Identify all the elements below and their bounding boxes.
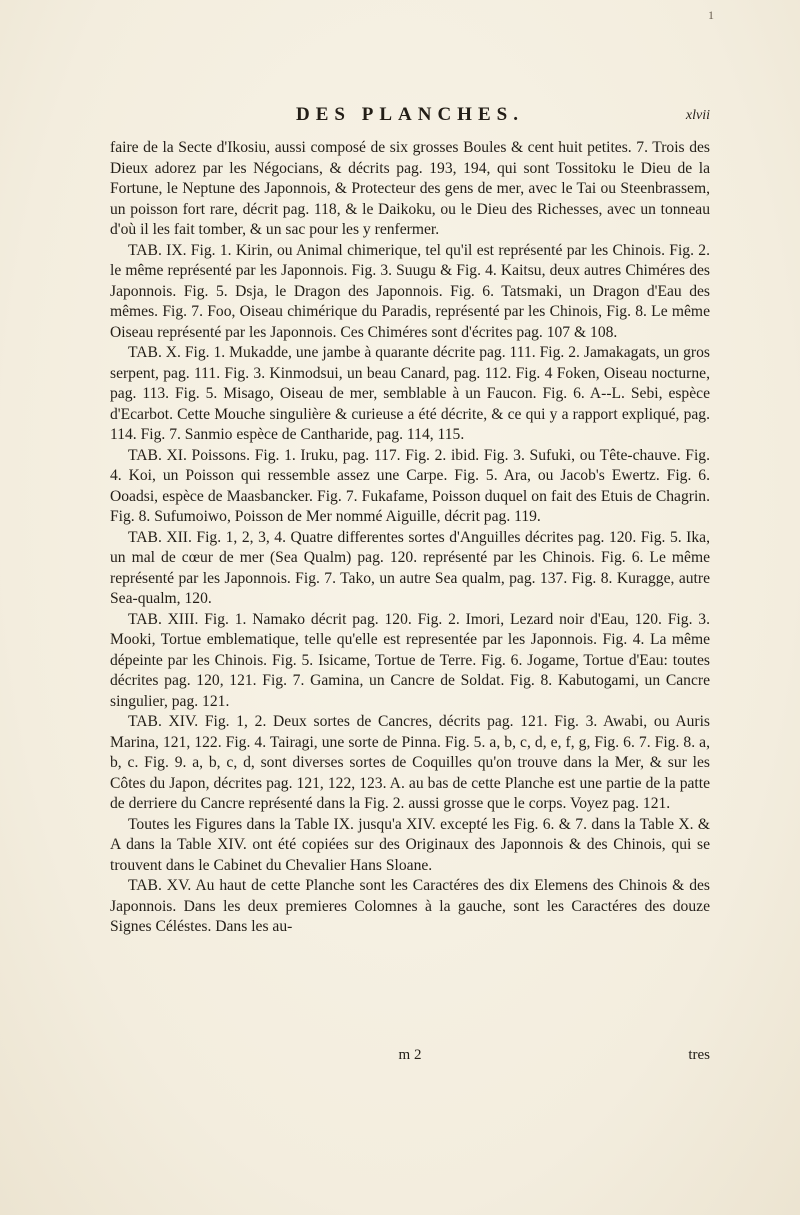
paragraph-tab-xiii: TAB. XIII. Fig. 1. Namako décrit pag. 120. Fig. 2. Imori, Lezard noir d'Eau, 120. Fig. 3. Mooki, Tortue emblematique, telle qu'elle est representée par les Japonnois. Fig. 4. La même dépeinte par les Chinois. Fig. 5. Isicame, Tortue de Terre. Fig. 6. Jogame, Tortue d'Eau: toutes décrites pag. 120, 121. Fig. 7. Gamina, un Cancre de Soldat. Fig. 8. Kabutogami, un Cancre singulier, pag. 121. <box>110 610 710 710</box>
page-number: xlvii <box>685 108 710 123</box>
page-footer <box>110 1047 710 1067</box>
catchword: tres <box>688 1047 710 1063</box>
paragraph-note-copies: Toutes les Figures dans la Table IX. jusqu'a XIV. excepté les Fig. 6. & 7. dans la Table X. & A dans la Table XIV. ont été copiées sur des Originaux des Japonnois & des Chinois, qui se trouvent dans le Cabinet du Chevalier Hans Sloane. <box>110 815 710 874</box>
body-text <box>110 138 710 938</box>
paragraph-tab-ix: TAB. IX. Fig. 1. Kirin, ou Animal chimerique, tel qu'il est représenté par les Chinois. Fig. 2. le même représenté par les Japonnois. Fig. 3. Suugu & Fig. 4. Kaitsu, deux autres Chiméres des Japonnois. Fig. 5. Dsja, le Dragon des Japonnois. Fig. 6. Tatsmaki, un Dragon d'Eau des mêmes. Fig. 7. Foo, Oiseau chimérique du Paradis, représenté par les Chinois, Fig. 8. Le même Oiseau représenté par les Japonnois. Ces Chiméres sont d'écrites pag. 107 & 108. <box>110 241 710 341</box>
paragraph-tab-xii: TAB. XII. Fig. 1, 2, 3, 4. Quatre differentes sortes d'Anguilles décrites pag. 120. Fig. 5. Ika, un mal de cœur de mer (Sea Qualm) pag. 120. représenté par les Chinois. Fig. 6. Le même représenté par les Japonnois. Fig. 7. Tako, un autre Sea qualm, pag. 137. Fig. 8. Kuragge, autre Sea-qualm, 120. <box>110 528 710 607</box>
corner-mark: 1 <box>708 8 714 22</box>
paragraph-continuation: faire de la Secte d'Ikosiu, aussi composé de six grosses Boules & cent huit petites. 7. Trois des Dieux adorez par les Négocians, & décrits pag. 193, 194, qui sont Tossitoku le Dieu de la Fortune, le Neptune des Japonnois, & Protecteur des gens de mer, avec le Tai ou Steenbrassem, un poisson fort rare, décrit pag. 118, & le Daikoku, ou le Dieu des Richesses, avec un tonneau d'où il les fait tomber, & un sac pour les y renfermer. <box>110 139 710 238</box>
paragraph-tab-xi: TAB. XI. Poissons. Fig. 1. Iruku, pag. 117. Fig. 2. ibid. Fig. 3. Sufuki, ou Tête-chauve. Fig. 4. Koi, un Poisson qui ressemble assez une Carpe. Fig. 5. Ara, ou Jacob's Ewertz. Fig. 6. Ooadsi, espèce de Maasbancker. Fig. 7. Fukafame, Poisson duquel on fait des Etuis de Chagrin. Fig. 8. Sufumoiwo, Poisson de Mer nommé Aiguille, décrit pag. 119. <box>110 446 710 525</box>
paragraph-tab-xiv: TAB. XIV. Fig. 1, 2. Deux sortes de Cancres, décrits pag. 121. Fig. 3. Awabi, ou Auris Marina, 121, 122. Fig. 4. Tairagi, une sorte de Pinna. Fig. 5. a, b, c, d, e, f, g, Fig. 6. 7. Fig. 8. a, b, c. Fig. 9. a, b, c, d, sont diverses sortes de Coquilles qu'on trouve dans la Mer, & sur les Côtes du Japon, décrites pag. 121, 122, 123. A. au bas de cette Planche est une partie de la patte de derriere du Cancre représenté dans la Fig. 2. aussi grosse que le corps. Voyez pag. 121. <box>110 713 710 812</box>
paragraph-tab-xv: TAB. XV. Au haut de cette Planche sont les Caractéres des dix Elemens des Chinois & des Japonnois. Dans les deux premieres Colomnes à la gauche, sont les Caractéres des douze Signes Céléstes. Dans les au- <box>110 877 710 935</box>
running-head: DES PLANCHES. <box>296 104 524 125</box>
page-header <box>110 104 710 130</box>
signature-mark: m 2 <box>398 1047 422 1063</box>
paragraph-tab-x: TAB. X. Fig. 1. Mukadde, une jambe à quarante décrite pag. 111. Fig. 2. Jamakagats, un gros serpent, pag. 111. Fig. 3. Kinmodsui, un beau Canard, pag. 112. Fig. 4 Foken, Oiseau nocturne, pag. 113. Fig. 5. Misago, Oiseau de mer, semblable à un Faucon. Fig. 6. A--L. Sebi, espèce d'Ecarbot. Cette Mouche singulière & curieuse a été décrite, & ce qui y a rapport expliqué, pag. 114. Fig. 7. Sanmio espèce de Cantharide, pag. 114, 115. <box>110 344 710 443</box>
